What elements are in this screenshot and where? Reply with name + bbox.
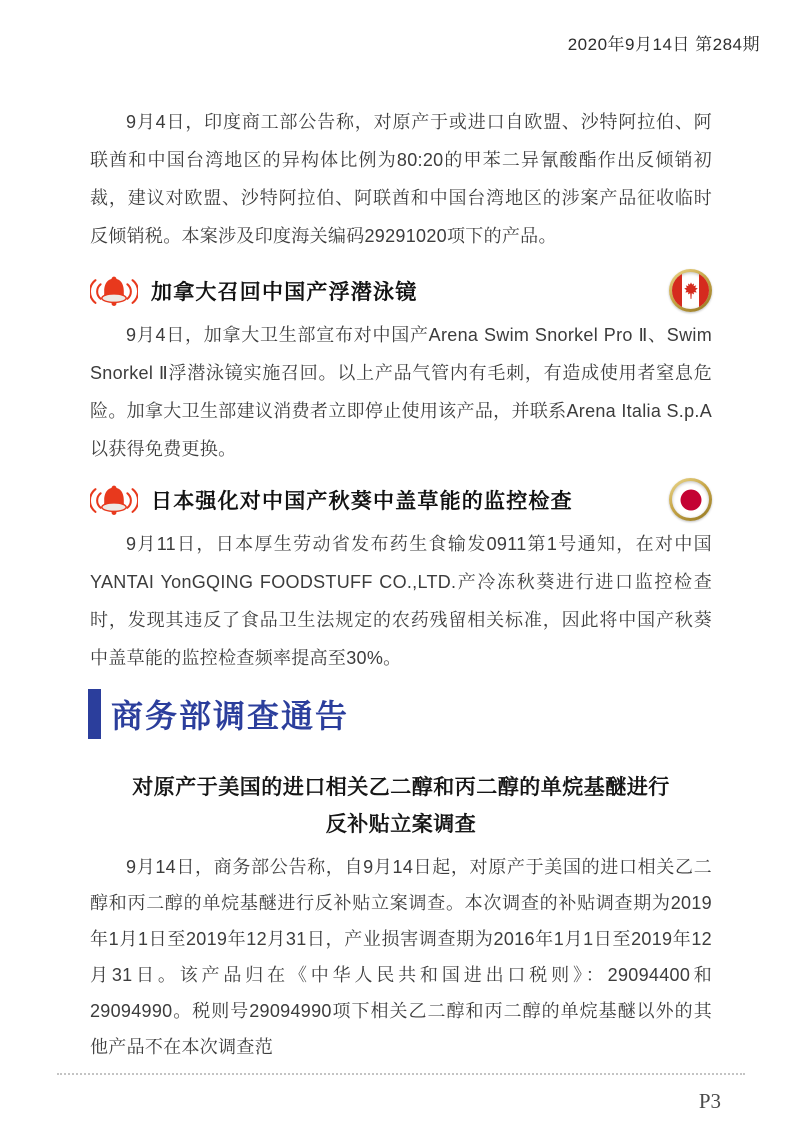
- paragraph-canada-recall: 9月4日，加拿大卫生部宣布对中国产Arena Swim Snorkel Pro Ⅱ、Swim Snorkel Ⅱ浮潜泳镜实施召回。以上产品气管内有毛刺，有造成使用者窒息危险。加拿大卫生部建议消费者立即停止使用该产品，并联系Arena Italia S.p.A以获得免费更换。: [90, 325, 712, 459]
- alert-header-canada: [90, 269, 712, 312]
- alert-header-left: [90, 274, 417, 307]
- article-title: [90, 769, 712, 843]
- canada-flag-red-band: [672, 272, 682, 309]
- alert-title-canada: 加拿大召回中国产浮潜泳镜: [151, 280, 418, 304]
- article-title-line2: 反补贴立案调查: [325, 813, 477, 836]
- canada-flag-red-band: [699, 272, 709, 309]
- paragraph-india-antidumping: 9月4日，印度商工部公告称，对原产于或进口自欧盟、沙特阿拉伯、阿联酋和中国台湾地区的异构体比例为80:20的甲苯二异氰酸酯作出反倾销初裁，建议对欧盟、沙特阿拉伯、阿联酋和中国台湾地区的涉案产品征收临时反倾销税。本案涉及印度海关编码29291020项下的产品。: [90, 112, 712, 246]
- page-content: [0, 103, 793, 1065]
- paragraph-japan-inspection: 9月11日，日本厚生劳动省发布药生食输发0911第1号通知，在对中国YANTAI YonGQING FOODSTUFF CO.,LTD.产冷冻秋葵进行进口监控检查时，发现其违反了食品卫生法规定的农药残留相关标准，因此将中国产秋葵中盖草能的监控检查频率提高至30%。: [90, 534, 712, 668]
- paragraph-mofcom-investigation: 9月14日，商务部公告称，自9月14日起，对原产于美国的进口相关乙二醇和丙二醇的单烷基醚进行反补贴立案调查。本次调查的补贴调查期为2019年1月1日至2019年12月31日，产业损害调查期为2016年1月1日至2019年12月31日。该产品归在《中华人民共和国进出口税则》：29094400和29094990。税则号29094990项下相关乙二醇和丙二醇的单烷基醚以外的其他产品不在本次调查范: [90, 857, 712, 1057]
- canada-flag-face: [672, 272, 709, 309]
- maple-leaf-icon: [683, 282, 698, 299]
- japan-flag-icon: [669, 478, 712, 521]
- alert-header-japan: [90, 478, 712, 521]
- canada-flag-icon: [669, 269, 712, 312]
- section-heading-mofcom: [88, 689, 712, 739]
- issue-date: 2020年9月14日 第284期: [567, 35, 760, 54]
- alarm-bell-icon: [90, 274, 138, 307]
- alarm-bell-icon: [90, 483, 138, 516]
- japan-flag-face: [672, 481, 709, 518]
- page-number: P3: [698, 1089, 721, 1113]
- article-title-line1: 对原产于美国的进口相关乙二醇和丙二醇的单烷基醚进行: [132, 776, 670, 799]
- heading-accent-bar: [88, 689, 101, 739]
- alert-header-left: [90, 483, 573, 516]
- japan-sun-disc: [680, 489, 701, 510]
- alert-title-japan: 日本强化对中国产秋葵中盖草能的监控检查: [151, 489, 573, 513]
- section-heading-text: 商务部调查通告: [111, 698, 350, 734]
